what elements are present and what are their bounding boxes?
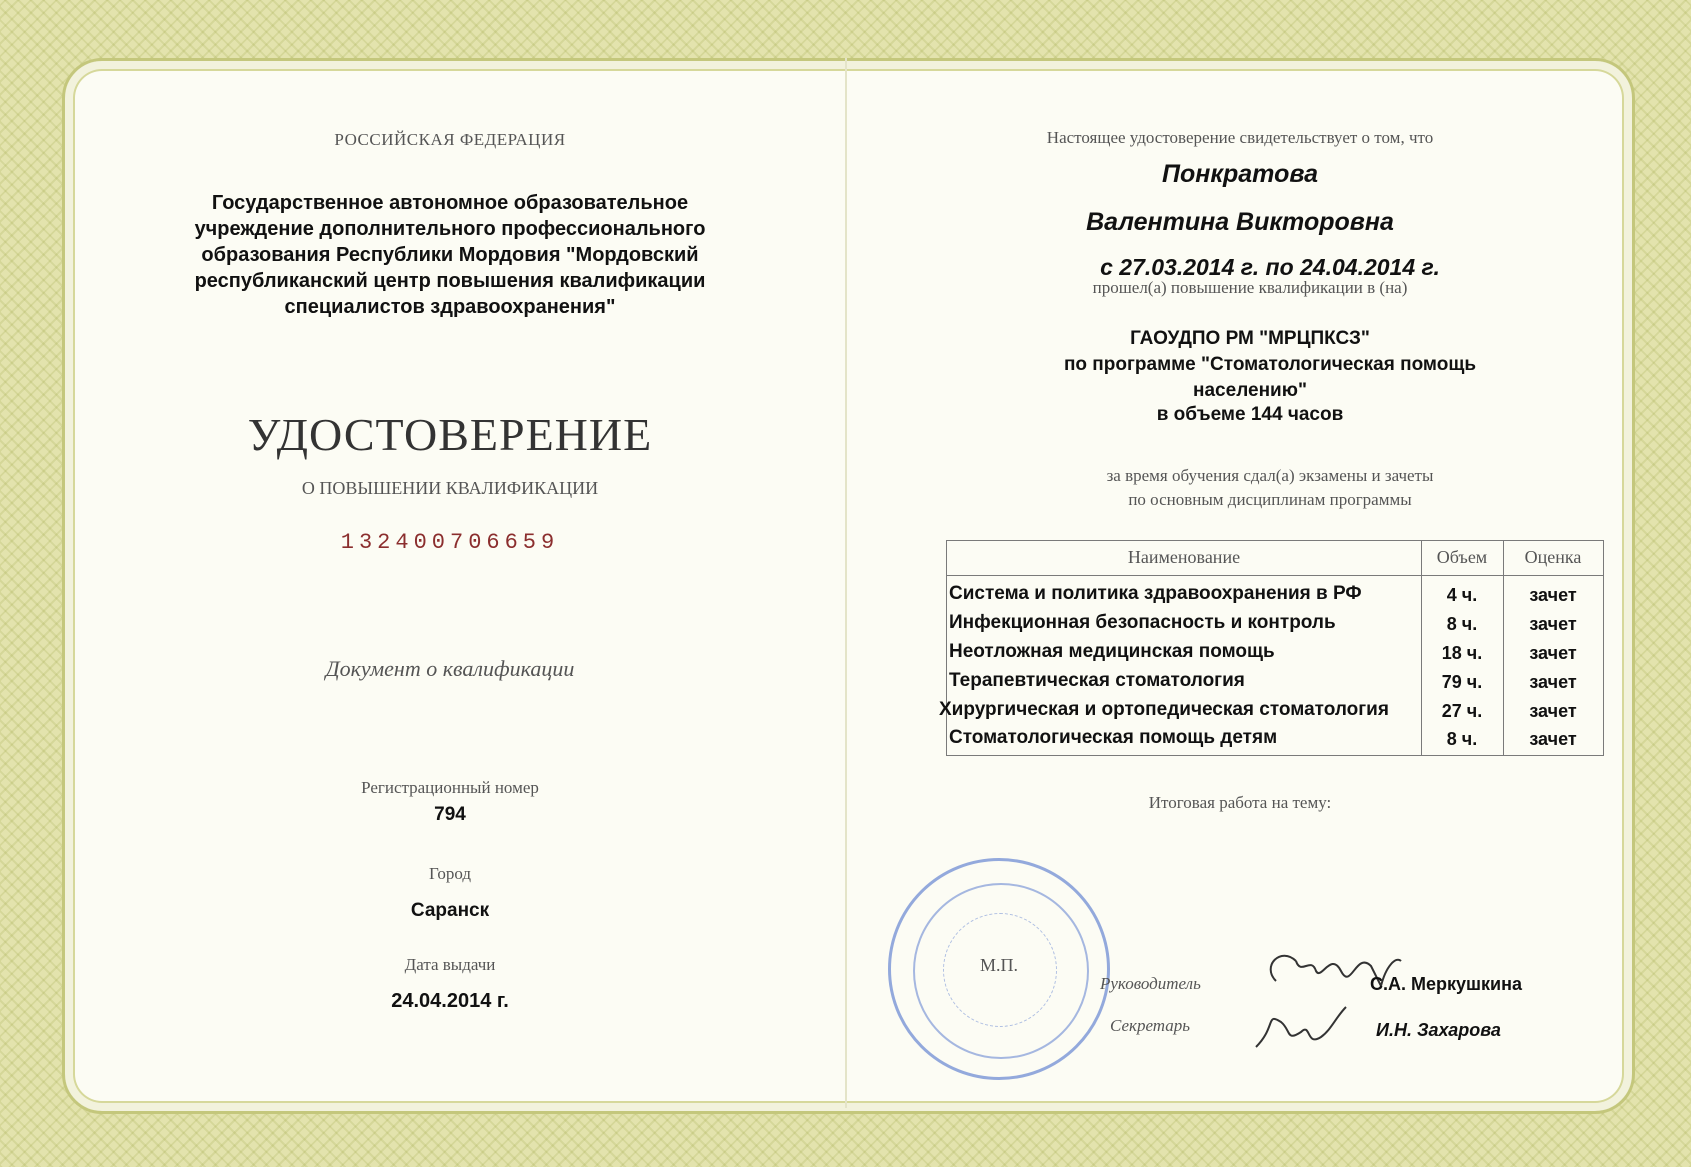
issue-date-value: 24.04.2014 г. (391, 990, 509, 1012)
header-name: Наименование (1127, 547, 1241, 567)
table-row (947, 725, 1603, 754)
certifies-intro: Настоящее удостоверение свидетельствует о том, что (1046, 128, 1434, 147)
discipline-hours: 18 ч. (1441, 643, 1483, 663)
document-type: Документ о квалификации (325, 656, 575, 681)
discipline-name: Стоматологическая помощь детям (949, 727, 1278, 748)
program-line-2: населению" (1193, 380, 1307, 401)
city-value: Саранск (410, 900, 490, 921)
discipline-grade: зачет (1529, 585, 1577, 605)
discipline-name: Инфекционная безопасность и контроль (949, 612, 1336, 633)
issue-date-label: Дата выдачи (404, 955, 496, 974)
org-short-name: ГАОУДПО РМ "МРЦПКСЗ" (1130, 328, 1370, 349)
page-fold (845, 58, 847, 1108)
holder-surname: Понкратова (1161, 160, 1319, 188)
program-volume: в объеме 144 часов (1156, 404, 1344, 425)
discipline-grade: зачет (1529, 643, 1577, 663)
header-grade: Оценка (1524, 547, 1582, 567)
institution-line: специалистов здравоохранения" (284, 296, 616, 318)
country-label: РОССИЙСКАЯ ФЕДЕРАЦИЯ (334, 130, 566, 149)
secretary-label: Секретарь (1110, 1016, 1190, 1035)
final-work-label: Итоговая работа на тему: (1148, 793, 1332, 812)
discipline-name: Система и политика здравоохранения в РФ (949, 583, 1362, 604)
discipline-grade: зачет (1529, 672, 1577, 692)
header-volume: Объем (1436, 547, 1488, 567)
document-title: УДОСТОВЕРЕНИЕ (247, 409, 653, 460)
discipline-grade: зачет (1529, 614, 1577, 634)
secretary-name: И.Н. Захарова (1376, 1020, 1501, 1040)
table-row (947, 610, 1603, 639)
training-period: с 27.03.2014 г. по 24.04.2014 г. (1100, 254, 1440, 280)
discipline-hours: 27 ч. (1441, 701, 1483, 721)
discipline-hours: 8 ч. (1446, 614, 1478, 634)
holder-given-names: Валентина Викторовна (1086, 208, 1394, 236)
table-row (947, 581, 1603, 610)
head-label: Руководитель (1100, 974, 1201, 993)
discipline-name: Неотложная медицинская помощь (949, 641, 1275, 662)
table-row (947, 668, 1603, 697)
city-label: Город (429, 864, 471, 883)
discipline-name: Хирургическая и ортопедическая стоматология (939, 699, 1389, 720)
institution-line: Государственное автономное образовательное (211, 192, 689, 214)
table-header (947, 541, 1603, 576)
institution-line: учреждение дополнительного профессионального (194, 218, 706, 240)
institution-name (150, 190, 750, 320)
exams-line-1: за время обучения сдал(а) экзамены и зачеты (1106, 466, 1434, 485)
document-subtitle: О ПОВЫШЕНИИ КВАЛИФИКАЦИИ (301, 478, 599, 498)
discipline-grade: зачет (1529, 701, 1577, 721)
institution-line: республиканский центр повышения квалификации (194, 270, 706, 292)
table-row (947, 639, 1603, 668)
exams-line-2: по основным дисциплинам программы (1128, 490, 1412, 509)
reg-number-label: Регистрационный номер (361, 778, 539, 797)
discipline-grade: зачет (1529, 729, 1577, 749)
discipline-name: Терапевтическая стоматология (949, 670, 1245, 691)
passed-label: прошел(а) повышение квалификации в (на) (1092, 278, 1408, 297)
official-seal (888, 858, 1110, 1080)
serial-number: 132400706659 (340, 530, 560, 555)
table-row (939, 697, 1603, 726)
discipline-hours: 8 ч. (1446, 729, 1478, 749)
program-line-1: по программе "Стоматологическая помощь (1063, 354, 1477, 375)
head-name: С.А. Меркушкина (1370, 974, 1522, 994)
discipline-hours: 4 ч. (1446, 585, 1478, 605)
reg-number-value: 794 (434, 804, 466, 825)
institution-line: образования Республики Мордовия "Мордовский (201, 244, 699, 266)
discipline-hours: 79 ч. (1441, 672, 1483, 692)
disciplines-table (939, 540, 1604, 756)
seal-place-mark: М.П. (979, 955, 1018, 975)
secretary-signature (1246, 992, 1356, 1062)
